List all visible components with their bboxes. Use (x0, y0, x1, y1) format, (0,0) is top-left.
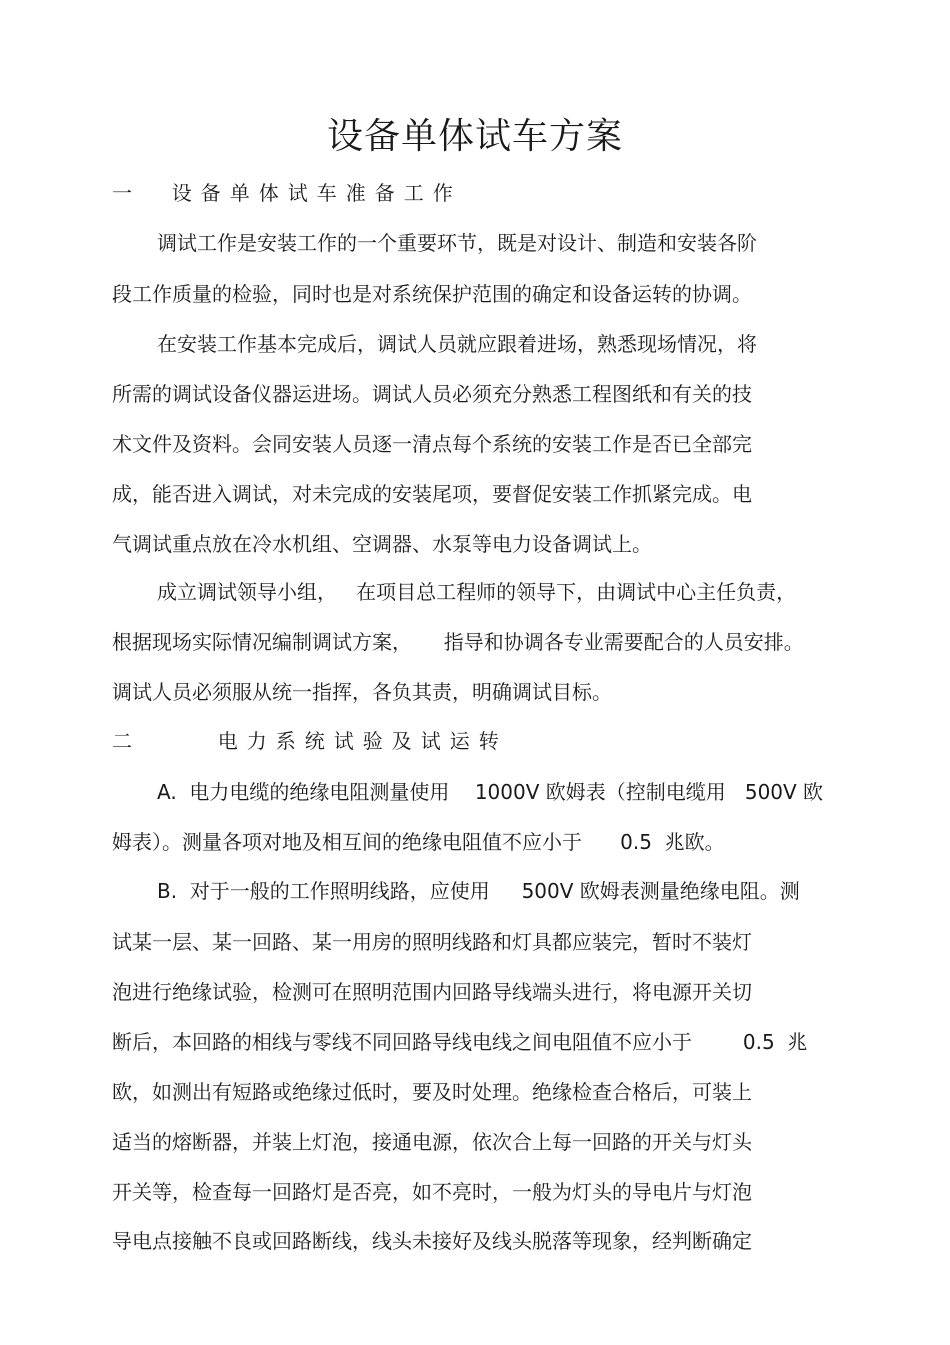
paragraph-line: 导电点接触不良或回路断线，线头未接好及线头脱落等现象，经判断确定 (112, 1229, 752, 1253)
page-title: 设备单体试车方案 (326, 116, 623, 157)
paragraph-line: 断后，本回路的相线与零线不同回路导线电线之间电阻值不应小于 0.5 兆 (112, 1030, 808, 1054)
paragraph-line: 调试工作是安装工作的一个重要环节，既是对设计、制造和安装各阶 (157, 231, 757, 255)
paragraph-line: 试某一层、某一回路、某一用房的照明线路和灯具都应装完，暂时不装灯 (112, 930, 752, 954)
paragraph-line: 泡进行绝缘试验，检测可在照明范围内回路导线端头进行，将电源开关切 (112, 980, 752, 1004)
paragraph-line: 成，能否进入调试，对未完成的安装尾项，要督促安装工作抓紧完成。电 (112, 482, 752, 506)
paragraph-line: 姆表）。测量各项对地及相互间的绝缘电阻值不应小于 0.5 兆欧。 (112, 830, 725, 854)
paragraph-line: A. 电力电缆的绝缘电阻测量使用 1000V 欧姆表（控制电缆用 500V 欧 (157, 780, 824, 804)
paragraph-line: 根据现场实际情况编制调试方案， 指导和协调各专业需要配合的人员安排。 (112, 630, 804, 654)
section-heading-2: 二 电力系统试验及试运转 (112, 729, 508, 753)
paragraph-line: 在安装工作基本完成后，调试人员就应跟着进场，熟悉现场情况，将 (157, 332, 757, 356)
paragraph-line: 开关等，检查每一回路灯是否亮，如不亮时，一般为灯头的导电片与灯泡 (112, 1180, 752, 1204)
paragraph-line: 成立调试领导小组， 在项目总工程师的领导下，由调试中心主任负责， (157, 580, 797, 604)
section-heading-1: 一 设备单体试车准备工作 (112, 181, 462, 205)
paragraph-line: 调试人员必须服从统一指挥，各负其责，明确调试目标。 (112, 680, 612, 704)
paragraph-line: B. 对于一般的工作照明线路，应使用 500V 欧姆表测量绝缘电阻。测 (157, 879, 800, 903)
paragraph-line: 所需的调试设备仪器运进场。调试人员必须充分熟悉工程图纸和有关的技 (112, 382, 752, 406)
paragraph-line: 气调试重点放在冷水机组、空调器、水泵等电力设备调试上。 (112, 532, 652, 556)
paragraph-line: 欧，如测出有短路或绝缘过低时，要及时处理。绝缘检查合格后，可装上 (112, 1080, 752, 1104)
paragraph-line: 适当的熔断器，并装上灯泡，接通电源，依次合上每一回路的开关与灯头 (112, 1130, 752, 1154)
paragraph-line: 段工作质量的检验，同时也是对系统保护范围的确定和设备运转的协调。 (112, 282, 752, 306)
paragraph-line: 术文件及资料。会同安装人员逐一清点每个系统的安装工作是否已全部完 (112, 432, 752, 456)
